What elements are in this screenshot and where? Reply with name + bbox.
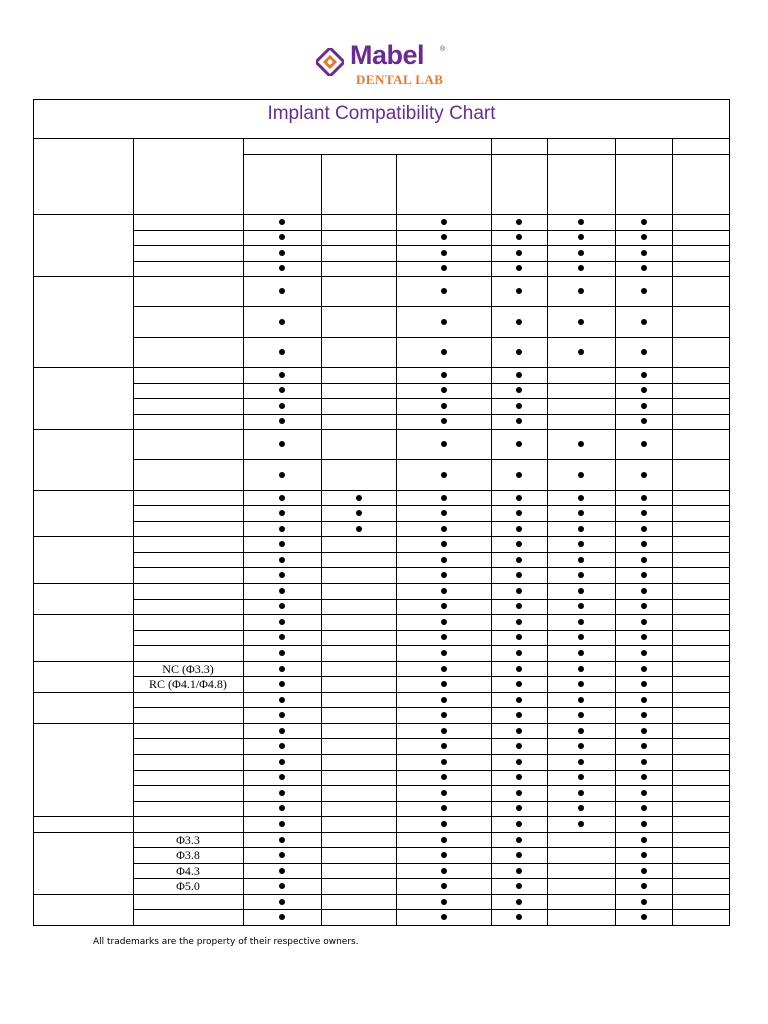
compatibility-dot xyxy=(641,634,647,640)
compatibility-dot xyxy=(441,588,447,594)
compatibility-dot xyxy=(516,728,522,734)
compatibility-dot xyxy=(441,603,447,609)
compatibility-dot xyxy=(641,697,647,703)
compatibility-dot xyxy=(279,852,285,858)
compatibility-dot xyxy=(441,681,447,687)
compatibility-dot xyxy=(641,234,647,240)
table-col-divider xyxy=(243,139,244,925)
compatibility-dot xyxy=(516,759,522,765)
compatibility-dot xyxy=(441,541,447,547)
compatibility-dot xyxy=(279,588,285,594)
trademark-footer: All trademarks are the property of their respective owners. xyxy=(93,937,359,947)
compatibility-dot xyxy=(641,619,647,625)
compatibility-dot xyxy=(578,650,584,656)
row-divider-line xyxy=(133,306,730,307)
compatibility-dot xyxy=(641,728,647,734)
group-divider-line xyxy=(33,816,730,817)
compatibility-dot xyxy=(279,868,285,874)
compatibility-dot xyxy=(356,526,362,532)
compatibility-dot xyxy=(441,805,447,811)
compatibility-dot xyxy=(641,472,647,478)
group-divider-line xyxy=(33,276,730,277)
compatibility-dot xyxy=(578,821,584,827)
compatibility-dot xyxy=(279,697,285,703)
compatibility-dot xyxy=(441,403,447,409)
group-divider-line xyxy=(33,490,730,491)
compatibility-dot xyxy=(578,495,584,501)
compatibility-dot xyxy=(516,403,522,409)
compatibility-dot xyxy=(641,572,647,578)
compatibility-dot xyxy=(441,526,447,532)
compatibility-dot xyxy=(441,712,447,718)
compatibility-dot xyxy=(516,372,522,378)
compatibility-dot xyxy=(641,712,647,718)
compatibility-dot xyxy=(641,759,647,765)
compatibility-dot xyxy=(578,588,584,594)
compatibility-dot xyxy=(441,250,447,256)
compatibility-dot xyxy=(441,319,447,325)
compatibility-dot xyxy=(441,743,447,749)
compatibility-dot xyxy=(641,821,647,827)
compatibility-dot xyxy=(279,472,285,478)
row-divider-line xyxy=(133,337,730,338)
compatibility-dot xyxy=(279,899,285,905)
logo-diamond-icon xyxy=(316,48,344,76)
row-divider-line xyxy=(133,801,730,802)
compatibility-dot xyxy=(279,403,285,409)
table-col-divider xyxy=(396,154,397,925)
compatibility-dot xyxy=(441,868,447,874)
compatibility-dot xyxy=(279,495,285,501)
compatibility-dot xyxy=(441,634,447,640)
header-split-line xyxy=(243,154,730,155)
table-col-divider xyxy=(491,139,492,925)
compatibility-dot xyxy=(441,372,447,378)
compatibility-dot xyxy=(516,852,522,858)
page-title: Implant Compatibility Chart xyxy=(267,103,496,124)
row-divider-line xyxy=(133,414,730,415)
row-divider-line xyxy=(133,738,730,739)
compatibility-dot xyxy=(441,441,447,447)
compatibility-dot xyxy=(641,526,647,532)
compatibility-dot xyxy=(516,868,522,874)
group-divider-line xyxy=(33,723,730,724)
compatibility-dot xyxy=(641,510,647,516)
compatibility-dot xyxy=(578,349,584,355)
compatibility-dot xyxy=(641,774,647,780)
logo-registered-mark: ® xyxy=(440,46,446,53)
compatibility-dot xyxy=(356,510,362,516)
compatibility-dot xyxy=(441,418,447,424)
group-divider-line xyxy=(33,583,730,584)
compatibility-dot xyxy=(641,219,647,225)
compatibility-dot xyxy=(516,837,522,843)
compatibility-dot xyxy=(441,619,447,625)
compatibility-dot xyxy=(441,288,447,294)
compatibility-dot xyxy=(279,821,285,827)
row-label: Φ3.3 xyxy=(176,832,200,847)
compatibility-dot xyxy=(641,441,647,447)
logo-subtitle: DENTAL LAB xyxy=(356,72,444,87)
compatibility-dot xyxy=(279,837,285,843)
compatibility-dot xyxy=(441,219,447,225)
compatibility-dot xyxy=(641,403,647,409)
row-divider-line xyxy=(133,770,730,771)
compatibility-dot xyxy=(441,557,447,563)
compatibility-dot xyxy=(641,387,647,393)
compatibility-dot xyxy=(516,821,522,827)
row-divider-line xyxy=(133,383,730,384)
compatibility-dot xyxy=(441,883,447,889)
compatibility-dot xyxy=(441,349,447,355)
compatibility-dot xyxy=(641,666,647,672)
compatibility-dot xyxy=(578,319,584,325)
row-divider-line xyxy=(133,785,730,786)
group-divider-line xyxy=(33,894,730,895)
row-divider-line xyxy=(133,230,730,231)
compatibility-dot xyxy=(516,526,522,532)
compatibility-dot xyxy=(641,899,647,905)
compatibility-dot xyxy=(641,288,647,294)
compatibility-dot xyxy=(441,837,447,843)
compatibility-dot xyxy=(641,914,647,920)
compatibility-dot xyxy=(441,790,447,796)
compatibility-dot xyxy=(441,821,447,827)
table-col-divider xyxy=(547,139,548,925)
compatibility-dot xyxy=(641,588,647,594)
compatibility-dot xyxy=(516,472,522,478)
compatibility-dot xyxy=(578,557,584,563)
compatibility-dot xyxy=(578,219,584,225)
compatibility-dot xyxy=(441,728,447,734)
compatibility-dot xyxy=(641,852,647,858)
row-divider-line xyxy=(133,754,730,755)
compatibility-dot xyxy=(279,372,285,378)
compatibility-dot xyxy=(279,319,285,325)
compatibility-dot xyxy=(516,557,522,563)
compatibility-dot xyxy=(641,265,647,271)
compatibility-dot xyxy=(641,790,647,796)
row-divider-line xyxy=(133,261,730,262)
compatibility-dot xyxy=(641,319,647,325)
compatibility-dot xyxy=(516,697,522,703)
header-bottom-line xyxy=(33,214,730,215)
compatibility-dot xyxy=(441,697,447,703)
row-divider-line xyxy=(133,505,730,506)
compatibility-dot xyxy=(578,619,584,625)
compatibility-dot xyxy=(641,883,647,889)
compatibility-dot xyxy=(279,349,285,355)
compatibility-dot xyxy=(641,837,647,843)
compatibility-dot xyxy=(641,805,647,811)
compatibility-dot xyxy=(641,349,647,355)
compatibility-dot xyxy=(441,914,447,920)
compatibility-dot xyxy=(516,666,522,672)
compatibility-dot xyxy=(279,619,285,625)
row-label: Φ3.8 xyxy=(176,848,200,863)
row-label: Φ4.3 xyxy=(176,863,200,878)
compatibility-dot xyxy=(516,899,522,905)
compatibility-dot xyxy=(441,265,447,271)
compatibility-dot xyxy=(441,852,447,858)
group-divider-line xyxy=(33,692,730,693)
compatibility-dot xyxy=(441,774,447,780)
compatibility-dot xyxy=(441,759,447,765)
compatibility-dot xyxy=(516,250,522,256)
compatibility-dot xyxy=(641,250,647,256)
compatibility-dot xyxy=(578,728,584,734)
compatibility-dot xyxy=(641,495,647,501)
compatibility-dot xyxy=(516,619,522,625)
group-divider-line xyxy=(33,367,730,368)
compatibility-dot xyxy=(641,603,647,609)
compatibility-dot xyxy=(356,495,362,501)
compatibility-dot xyxy=(578,759,584,765)
row-divider-line xyxy=(133,567,730,568)
compatibility-dot xyxy=(441,572,447,578)
row-divider-line xyxy=(133,599,730,600)
row-divider-line xyxy=(133,909,730,910)
compatibility-dot xyxy=(279,759,285,765)
mabel-logo xyxy=(316,40,456,90)
compatibility-dot xyxy=(641,541,647,547)
compatibility-dot xyxy=(578,250,584,256)
compatibility-dot xyxy=(441,234,447,240)
compatibility-dot xyxy=(516,790,522,796)
row-divider-line xyxy=(133,630,730,631)
compatibility-dot xyxy=(516,319,522,325)
row-divider-line xyxy=(133,552,730,553)
compatibility-dot xyxy=(641,868,647,874)
compatibility-dot xyxy=(279,250,285,256)
row-divider-line xyxy=(133,521,730,522)
compatibility-dot xyxy=(516,349,522,355)
row-label: NC (Φ3.3) xyxy=(162,661,214,676)
group-divider-line xyxy=(33,536,730,537)
compatibility-dot xyxy=(441,666,447,672)
title-divider xyxy=(33,138,730,139)
compatibility-dot xyxy=(279,728,285,734)
compatibility-dot xyxy=(516,495,522,501)
compatibility-dot xyxy=(516,650,522,656)
compatibility-dot xyxy=(641,650,647,656)
compatibility-dot xyxy=(279,650,285,656)
compatibility-dot xyxy=(641,418,647,424)
row-divider-line xyxy=(133,459,730,460)
compatibility-dot xyxy=(641,372,647,378)
compatibility-dot xyxy=(641,557,647,563)
compatibility-dot xyxy=(279,790,285,796)
compatibility-dot xyxy=(578,472,584,478)
compatibility-dot xyxy=(578,526,584,532)
row-divider-line xyxy=(133,398,730,399)
compatibility-dot xyxy=(641,743,647,749)
compatibility-dot xyxy=(441,387,447,393)
compatibility-dot xyxy=(441,650,447,656)
row-label: Φ5.0 xyxy=(176,879,200,894)
compatibility-dot xyxy=(578,697,584,703)
compatibility-dot xyxy=(441,472,447,478)
compatibility-dot xyxy=(641,681,647,687)
table-col-divider xyxy=(321,154,322,925)
row-divider-line xyxy=(133,245,730,246)
row-divider-line xyxy=(133,645,730,646)
group-divider-line xyxy=(33,429,730,430)
compatibility-dot xyxy=(279,666,285,672)
row-divider-line xyxy=(133,707,730,708)
compatibility-dot xyxy=(578,666,584,672)
compatibility-dot xyxy=(279,219,285,225)
compatibility-dot xyxy=(441,510,447,516)
group-divider-line xyxy=(33,614,730,615)
compatibility-dot xyxy=(441,495,447,501)
table-col-divider xyxy=(133,139,134,925)
row-label: RC (Φ4.1/Φ4.8) xyxy=(149,677,227,692)
table-col-divider xyxy=(672,139,673,925)
compatibility-dot xyxy=(516,219,522,225)
compatibility-dot xyxy=(516,588,522,594)
compatibility-dot xyxy=(441,899,447,905)
compatibility-dot xyxy=(279,557,285,563)
compatibility-dot xyxy=(578,790,584,796)
logo-name: Mabel xyxy=(350,40,425,70)
compatibility-dot xyxy=(279,526,285,532)
table-col-divider xyxy=(615,139,616,925)
